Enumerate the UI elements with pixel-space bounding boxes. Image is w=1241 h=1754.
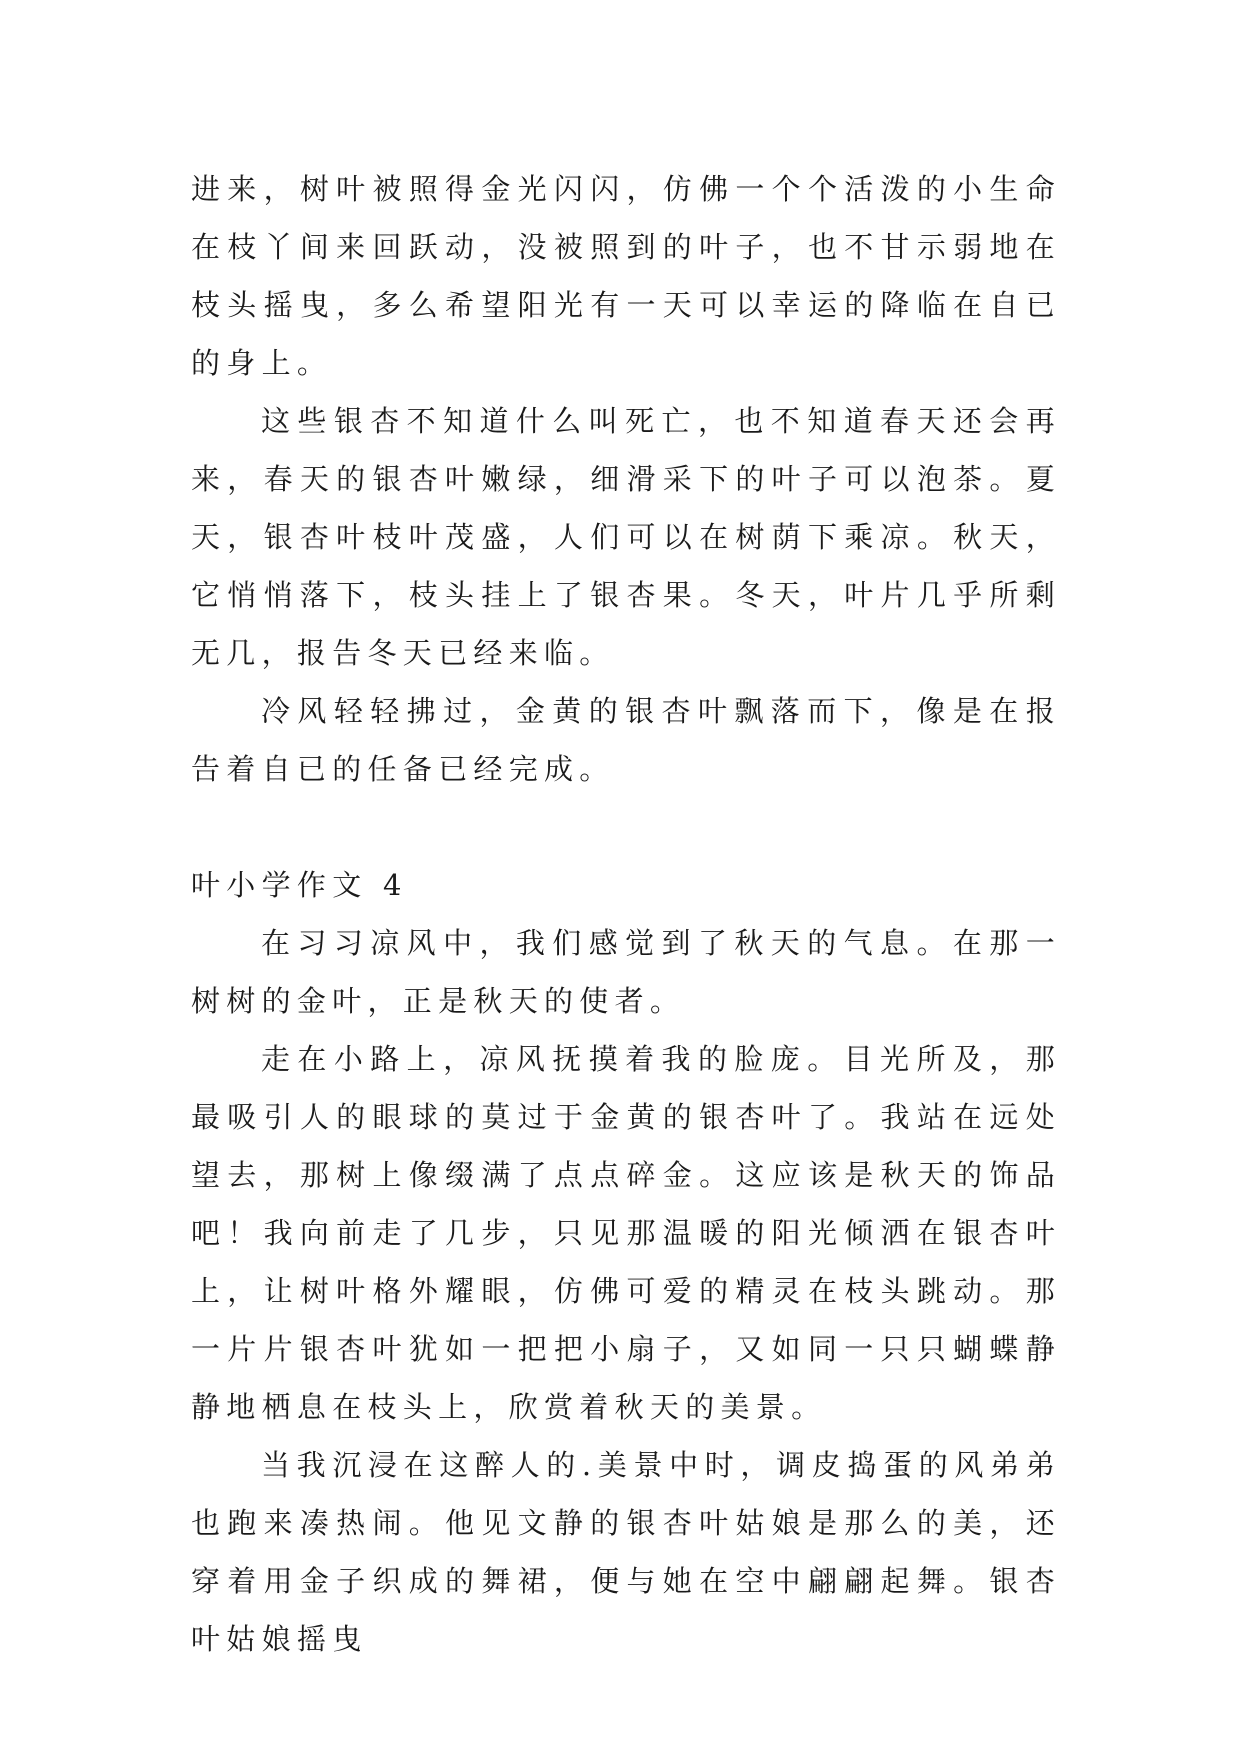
section-heading: 叶小学作文 4	[191, 868, 408, 902]
paragraph-continued: 进来，树叶被照得金光闪闪，仿佛一个个活泼的小生命在枝丫间来回跃动，没被照到的叶子，也不甘示弱地在枝头摇曳，多么希望阳光有一天可以幸运的降临在自已的身上。	[191, 172, 1061, 380]
section-gap	[191, 798, 1061, 856]
paragraph: 冷风轻轻拂过，金黄的银杏叶飘落而下，像是在报告着自已的任备已经完成。	[191, 694, 1061, 786]
paragraph: 走在小路上，凉风抚摸着我的脸庞。目光所及，那最吸引人的眼球的莫过于金黄的银杏叶了。我站在远处望去，那树上像缀满了点点碎金。这应该是秋天的饰品吧！我向前走了几步，只见那温暖的阳光倾洒在银杏叶上，让树叶格外耀眼，仿佛可爱的精灵在枝头跳动。那一片片银杏叶犹如一把把小扇子，又如同一只只蝴蝶静静地栖息在枝头上，欣赏着秋天的美景。	[191, 1042, 1061, 1424]
document-body	[191, 160, 1061, 1668]
paragraph: 当我沉浸在这醉人的.美景中时，调皮捣蛋的风弟弟也跑来凑热闹。他见文静的银杏叶姑娘是那么的美，还穿着用金子织成的舞裙，便与她在空中翩翩起舞。银杏叶姑娘摇曳	[191, 1448, 1061, 1656]
paragraph: 这些银杏不知道什么叫死亡，也不知道春天还会再来，春天的银杏叶嫩绿，细滑采下的叶子可以泡茶。夏天，银杏叶枝叶茂盛，人们可以在树荫下乘凉。秋天，它悄悄落下，枝头挂上了银杏果。冬天，叶片几乎所剩无几，报告冬天已经来临。	[191, 404, 1061, 670]
paragraph: 在习习凉风中，我们感觉到了秋天的气息。在那一树树的金叶，正是秋天的使者。	[191, 926, 1061, 1018]
